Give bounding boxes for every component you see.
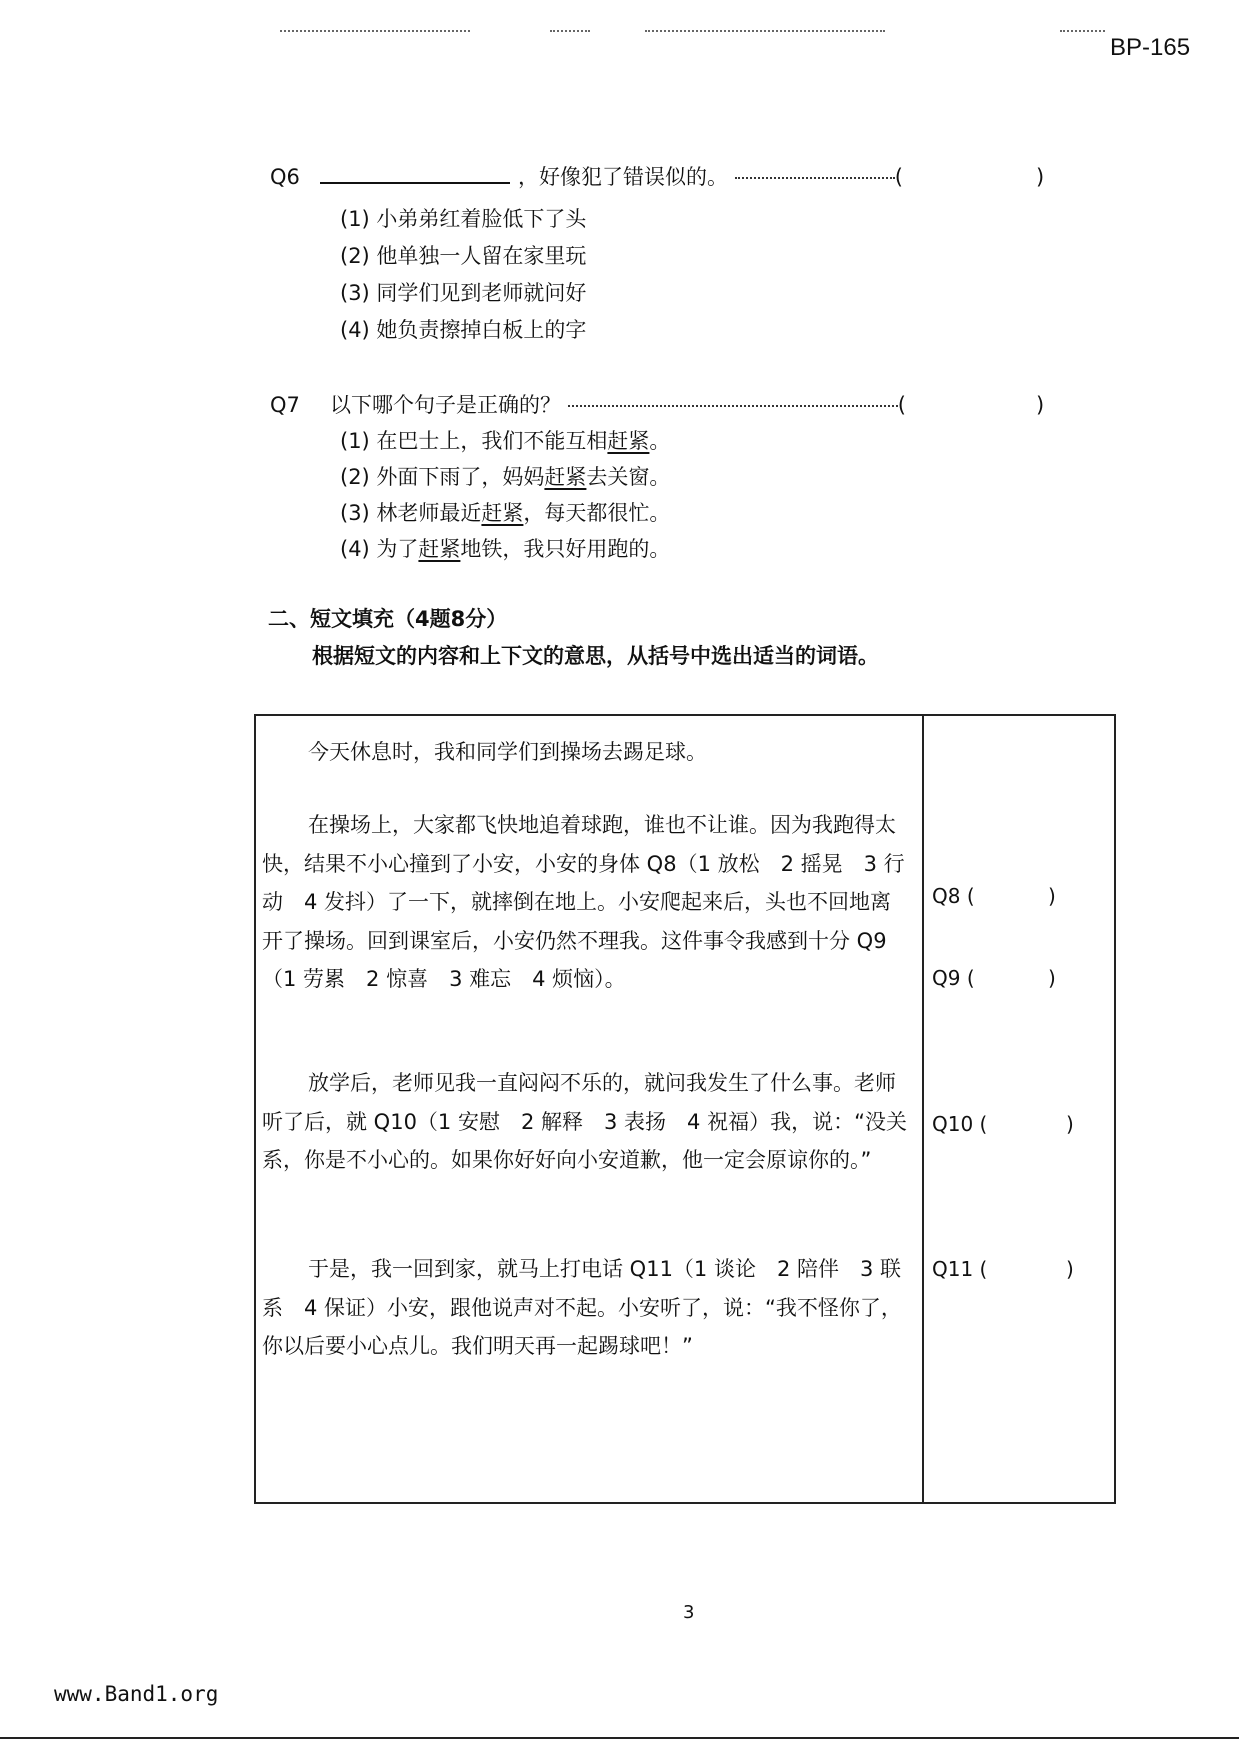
stem-text: ，好像犯了错误似的。 [518,165,728,189]
passage-paragraph: 在操场上，大家都飞快地追着球跑，谁也不让谁。因为我跑得太快，结果不小心撞到了小安，小安的身体 Q8（1 放松 2 摇晃 3 行动 4 发抖）了一下，就摔倒在地上。小安爬起来后，头也不回地离开了操场。回到课室后，小安仍然不理我。这件事令我感到十分 Q9（1 劳累 2 惊喜 3 难忘 4 烦恼）。 [262,813,905,991]
answer-paren-open: ( [894,165,903,189]
document-code: BP-165 [1110,34,1191,61]
answer-paren-close: ) [1036,393,1045,417]
answer-label-q11: Q11 ( [932,1257,988,1281]
answer-paren-open: ( [897,393,906,417]
option-item [340,500,670,526]
answer-label-q10: Q10 ( [932,1112,988,1136]
option-item [340,428,670,454]
passage-paragraph: 今天休息时，我和同学们到操场去踢足球。 [308,740,707,764]
option-item: (2) 他单独一人留在家里玩 [340,244,587,268]
option-text: (3) 林老师最近 [340,501,482,525]
question-stem [330,392,906,418]
section-title: 二、短文填充（4题8分） [268,607,508,631]
question-number: Q7 [270,393,300,417]
answer-paren-close: ) [1036,165,1045,189]
passage-paragraph: 于是，我一回到家，就马上打电话 Q11（1 谈论 2 陪伴 3 联系 4 保证）小安，跟他说声对不起。小安听了，说：“我不怪你了，你以后要小心点儿。我们明天再一起踢球吧！” [262,1257,902,1358]
underlined-word: 赶紧 [418,537,461,561]
option-item [340,464,670,490]
leader-dots [735,177,895,179]
column-divider [922,714,924,1504]
option-text: ，每天都很忙。 [523,501,671,525]
answer-blank [320,164,510,184]
header-scan-marks [1060,30,1105,32]
website-footer: www.Band1.org [54,1682,219,1706]
underlined-word: 赶紧 [481,501,524,525]
footer-rule [0,1737,1239,1739]
answer-paren-close: ) [1048,966,1056,990]
answer-paren-close: ) [1066,1112,1074,1136]
option-text: (1) 在巴士上，我们不能互相 [340,429,608,453]
option-text: (4) 为了 [340,537,419,561]
question-stem [320,164,903,190]
option-text: 去关窗。 [586,465,671,489]
header-scan-marks [645,30,885,32]
underlined-word: 赶紧 [607,429,650,453]
option-item [340,536,670,562]
option-item: (1) 小弟弟红着脸低下了头 [340,207,587,231]
answer-label-q9: Q9 ( [932,966,975,990]
option-text: (2) 外面下雨了，妈妈 [340,465,545,489]
section-instruction: 根据短文的内容和上下文的意思，从括号中选出适当的词语。 [312,644,879,668]
stem-text: 以下哪个句子是正确的？ [330,393,561,417]
answer-label-q8: Q8 ( [932,884,975,908]
underlined-word: 赶紧 [544,465,587,489]
header-scan-marks [280,30,470,32]
leader-dots [568,405,898,407]
header-scan-marks [550,30,590,32]
answer-paren-close: ) [1066,1257,1074,1281]
option-text: 地铁，我只好用跑的。 [460,537,671,561]
option-text: 。 [649,429,671,453]
option-item: (4) 她负责擦掉白板上的字 [340,318,587,342]
passage-paragraph: 放学后，老师见我一直闷闷不乐的，就问我发生了什么事。老师听了后，就 Q10（1 安慰 2 解释 3 表扬 4 祝福）我，说：“没关系，你是不小心的。如果你好好向小安道歉，他一定会原谅你的。” [262,1071,907,1172]
answer-paren-close: ) [1048,884,1056,908]
option-item: (3) 同学们见到老师就问好 [340,281,587,305]
question-number: Q6 [270,165,300,189]
page-number: 3 [683,1602,695,1623]
